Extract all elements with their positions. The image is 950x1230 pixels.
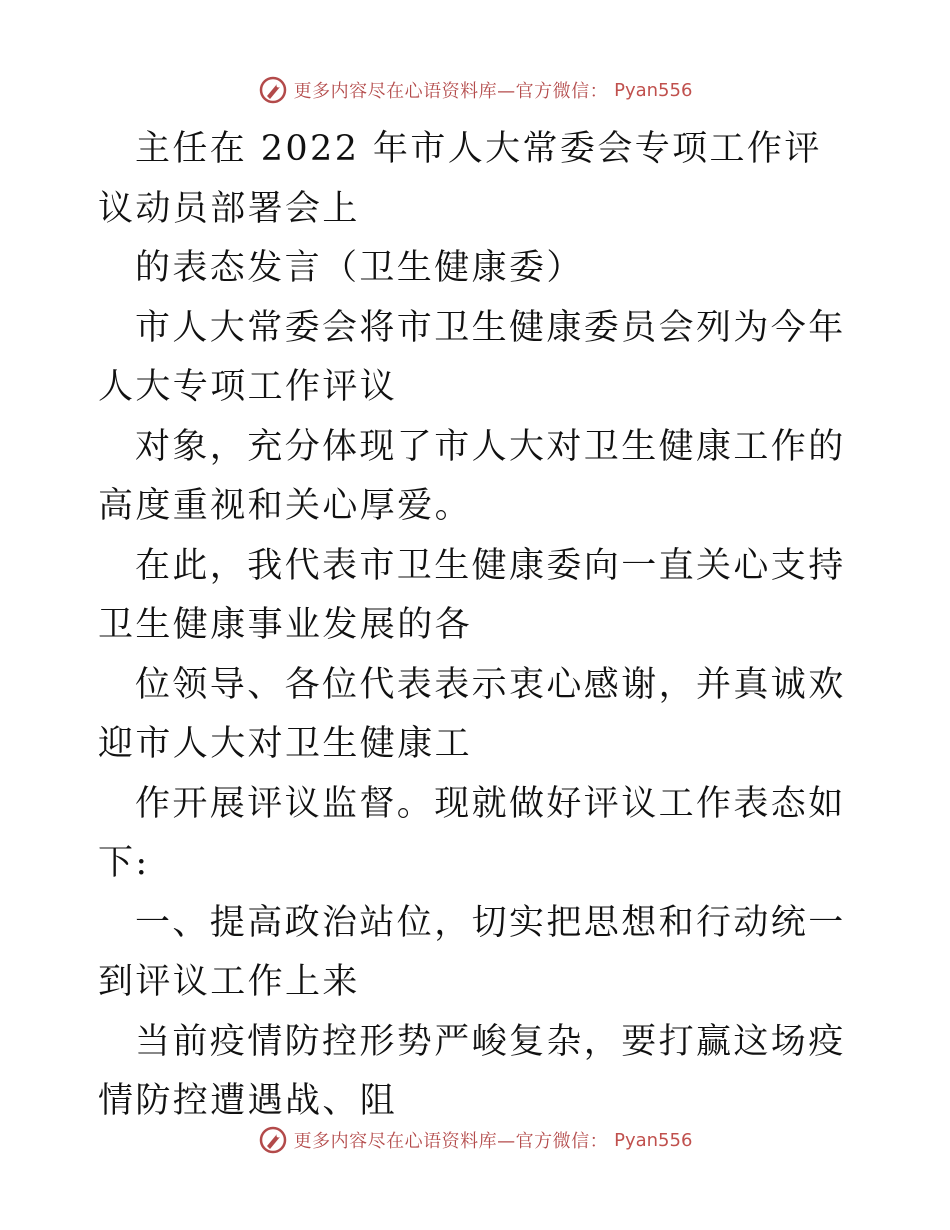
header-banner	[0, 72, 950, 108]
paragraph: 作开展评议监督。现就做好评议工作表态如下:	[98, 783, 846, 883]
paragraph: 当前疫情防控形势严峻复杂，要打赢这场疫情防控遭遇战、阻	[98, 1021, 846, 1121]
banner-wechat-id: Pyan556	[614, 79, 693, 101]
banner-brand-text: 更多内容尽在心语资料库—官方微信：	[293, 81, 609, 102]
banner-wechat-id: Pyan556	[614, 1129, 693, 1151]
paragraph: 市人大常委会将市卫生健康委员会列为今年人大专项工作评议	[98, 307, 846, 407]
paragraph: 一、提高政治站位，切实把思想和行动统一到评议工作上来	[98, 902, 846, 1002]
paragraph: 主任在 2022 年市人大常委会专项工作评议动员部署会上	[98, 129, 822, 229]
footer-banner	[0, 1122, 950, 1158]
document-body	[98, 120, 858, 1132]
paragraph: 位领导、各位代表表示衷心感谢，并真诚欢迎市人大对卫生健康工	[98, 664, 846, 764]
pen-logo-icon	[258, 75, 288, 105]
paragraph: 的表态发言（卫生健康委）	[135, 248, 584, 288]
pen-logo-icon	[258, 1125, 288, 1155]
banner-brand-text: 更多内容尽在心语资料库—官方微信：	[293, 1131, 609, 1152]
paragraph: 在此，我代表市卫生健康委向一直关心支持卫生健康事业发展的各	[98, 545, 846, 645]
paragraph: 对象，充分体现了市人大对卫生健康工作的高度重视和关心厚爱。	[98, 426, 846, 526]
